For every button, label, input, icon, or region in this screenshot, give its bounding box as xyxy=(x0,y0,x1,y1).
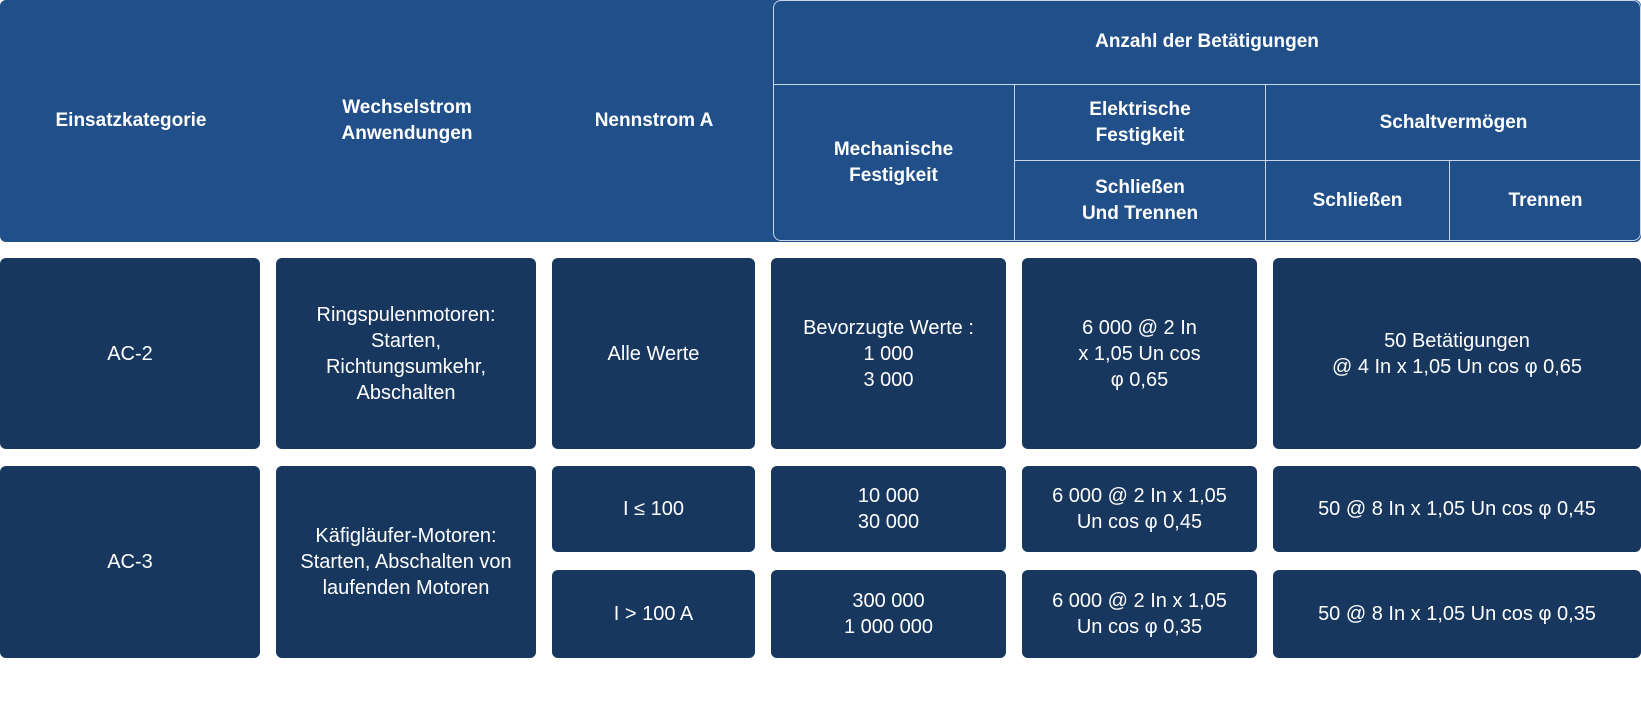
cell-current-ac3-low: I ≤ 100 xyxy=(552,466,755,552)
cell-mech-ac3-low: 10 000 30 000 xyxy=(771,466,1006,552)
header-wechselstrom: Wechselstrom Anwendungen xyxy=(341,97,473,144)
cell-elec-ac3-low: 6 000 @ 2 In x 1,05 Un cos φ 0,45 xyxy=(1022,466,1257,552)
cell-elec-ac3-high: 6 000 @ 2 In x 1,05 Un cos φ 0,35 xyxy=(1022,570,1257,658)
cell-current-ac2: Alle Werte xyxy=(552,258,755,449)
cell-category-ac2: AC-2 xyxy=(0,258,260,449)
cell-current-ac3-high: I > 100 A xyxy=(552,570,755,658)
header-elektrische-festigkeit: Elektrische Festigkeit xyxy=(1089,98,1191,146)
header-anzahl-betaetigungen: Anzahl der Betätigungen xyxy=(1095,31,1319,52)
cell-elec-ac2: 6 000 @ 2 In x 1,05 Un cos φ 0,65 xyxy=(1022,258,1257,449)
cell-category-ac3: AC-3 xyxy=(0,466,260,658)
header-mechanische-festigkeit: Mechanische Festigkeit xyxy=(833,139,954,186)
header-schliessen-und-trennen: Schließen Und Trennen xyxy=(1081,177,1199,224)
header-einsatzkategorie: Einsatzkategorie xyxy=(55,110,207,131)
header-nennstrom: Nennstrom A xyxy=(594,110,714,131)
cell-application-ac3: Käfigläufer-Motoren: Starten, Abschalten von laufenden Motoren xyxy=(276,466,536,658)
cell-schalt-ac3-low: 50 @ 8 In x 1,05 Un cos φ 0,45 xyxy=(1273,466,1641,552)
header-schaltvermoegen: Schaltvermögen xyxy=(1379,111,1528,133)
header-trennen: Trennen xyxy=(1508,190,1583,211)
cell-schalt-ac3-high: 50 @ 8 In x 1,05 Un cos φ 0,35 xyxy=(1273,570,1641,658)
cell-application-ac2: Ringspulenmotoren: Starten, Richtungsumkehr, Abschalten xyxy=(276,258,536,449)
cell-schalt-ac2: 50 Betätigungen @ 4 In x 1,05 Un cos φ 0,65 xyxy=(1273,258,1641,449)
cell-mech-ac2: Bevorzugte Werte : 1 000 3 000 xyxy=(771,258,1006,449)
cell-mech-ac3-high: 300 000 1 000 000 xyxy=(771,570,1006,658)
header-schliessen: Schließen xyxy=(1312,190,1403,211)
